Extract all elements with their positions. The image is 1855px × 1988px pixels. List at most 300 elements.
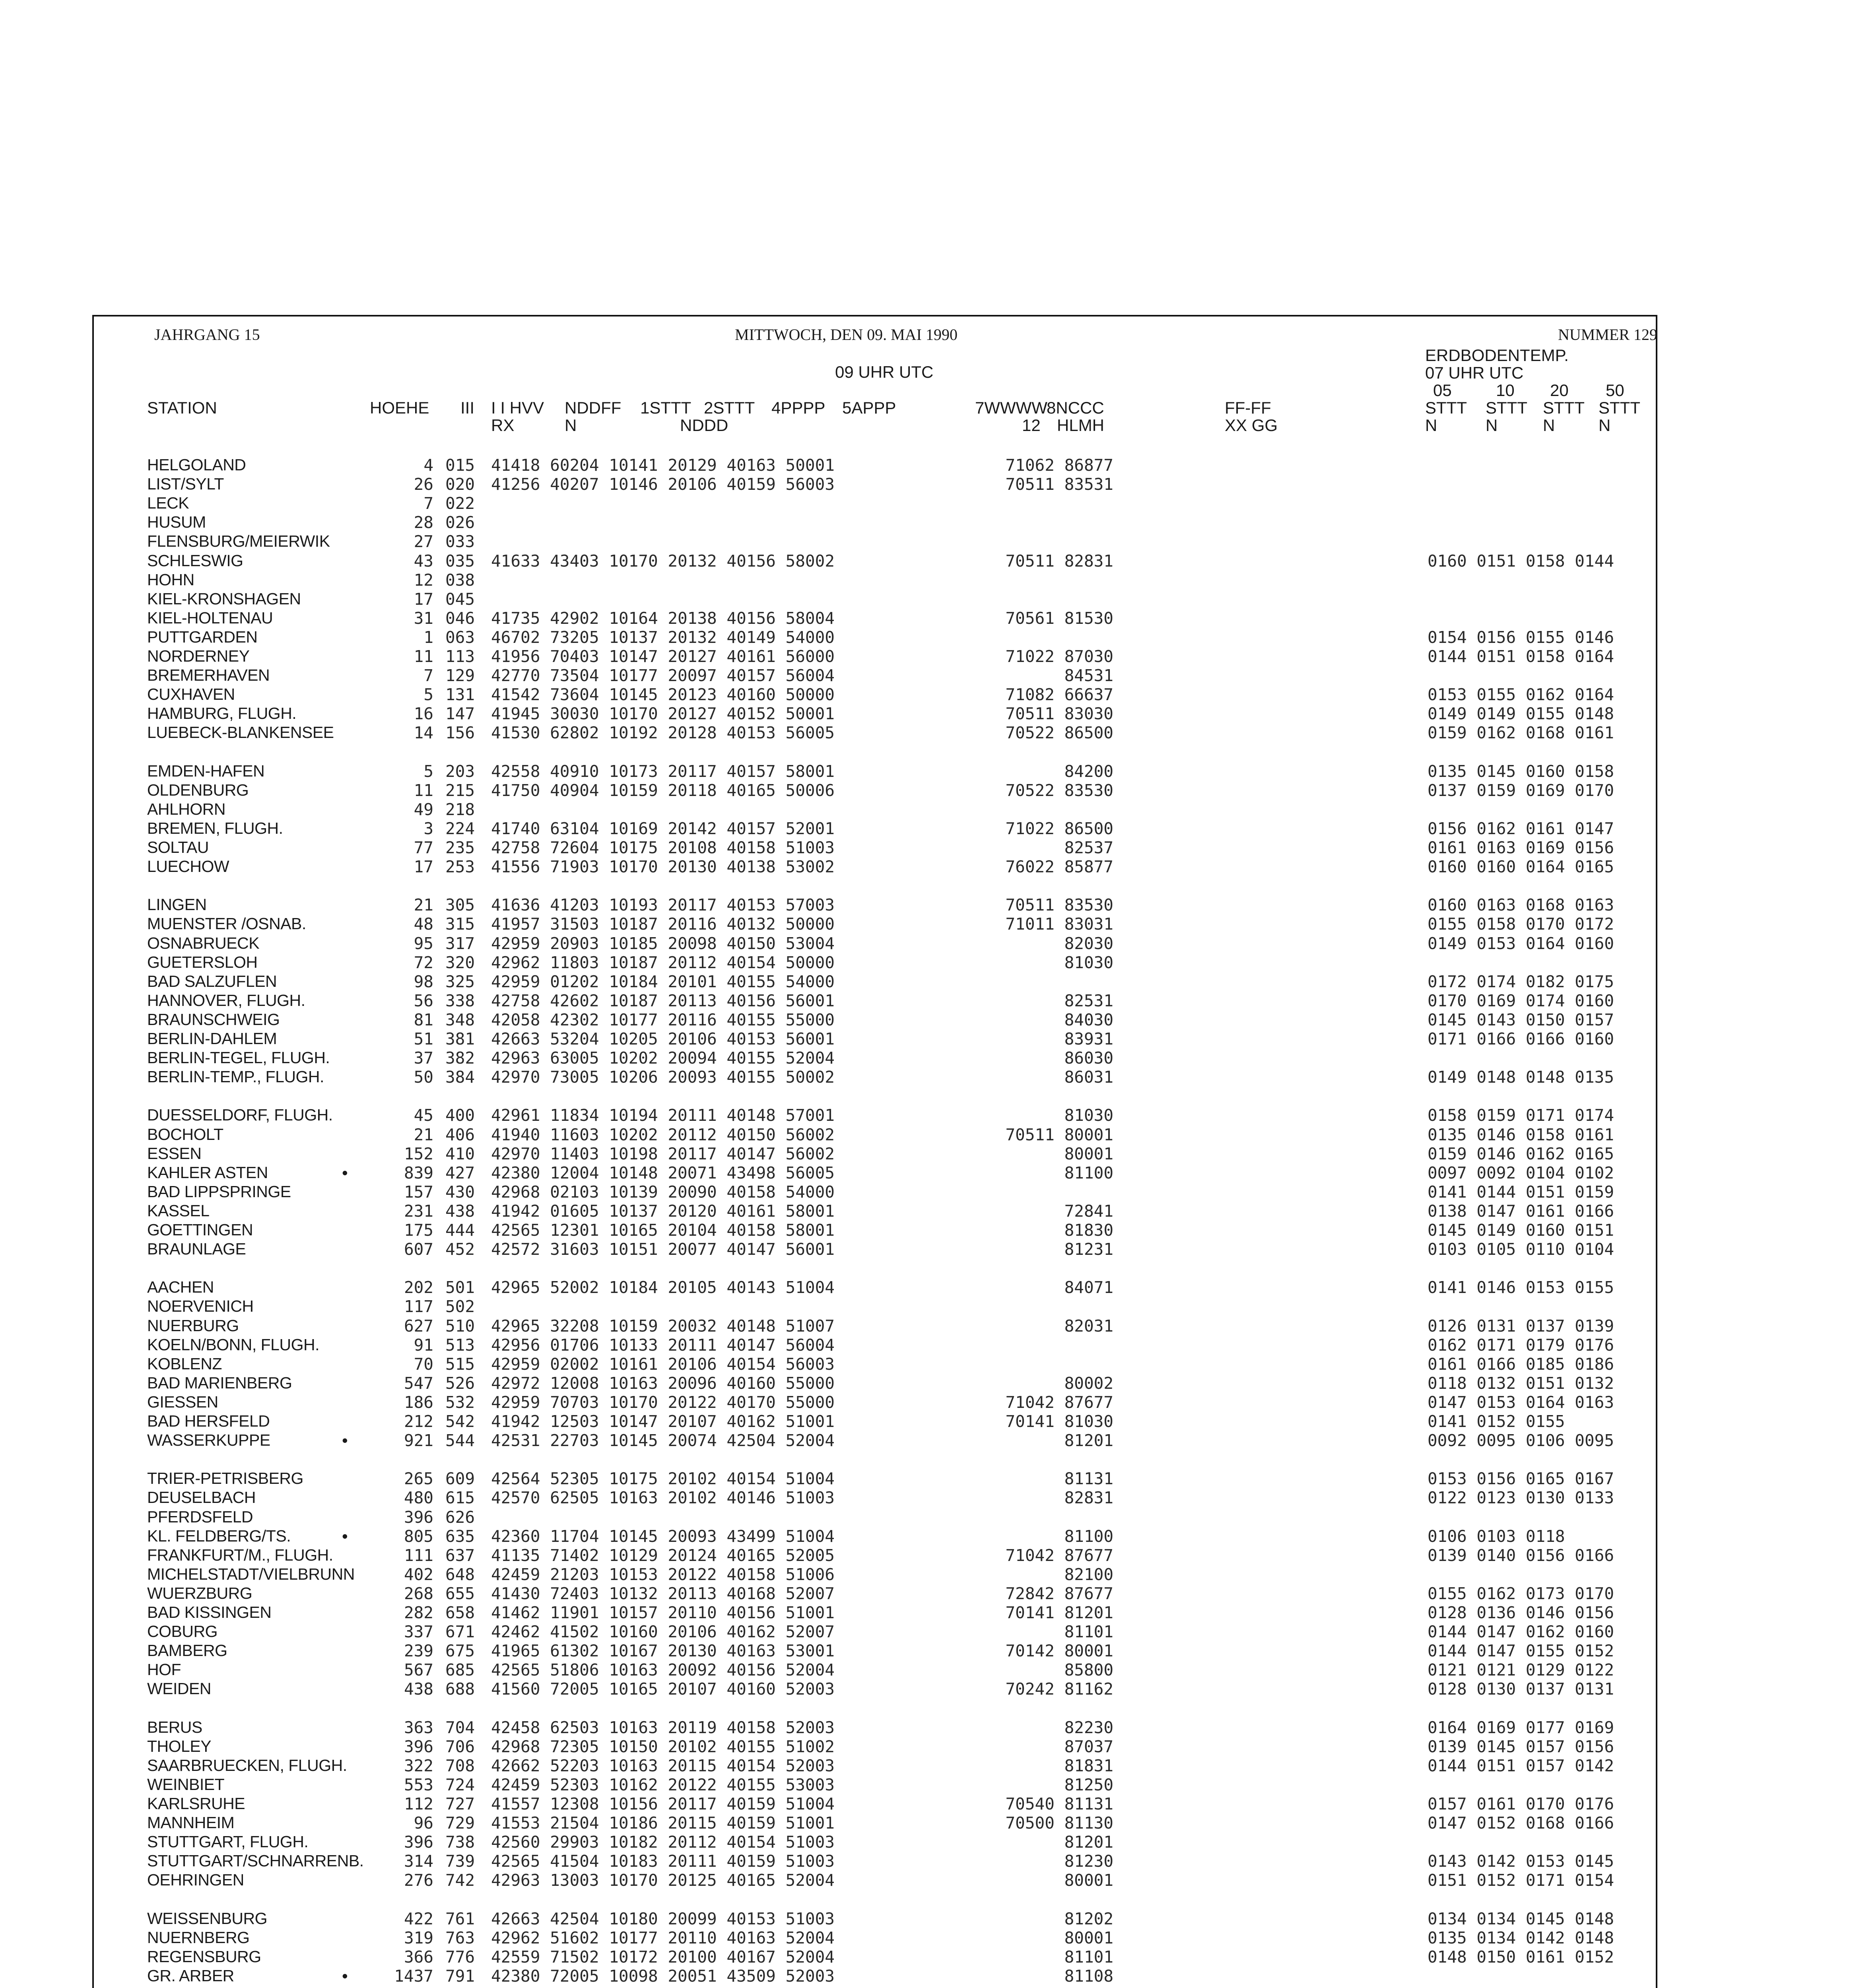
weather-groups: 71042 87677 xyxy=(1005,1545,1113,1565)
synop-groups: 42565 41504 10183 20111 40159 51003 xyxy=(491,1852,835,1871)
synop-groups: 41957 31503 10187 20116 40132 50000 xyxy=(491,914,835,934)
stt-10: STTT xyxy=(1486,398,1527,417)
station-number: 410 xyxy=(445,1144,475,1163)
weather-groups: 71011 83031 xyxy=(1005,914,1113,934)
weather-groups: 81100 xyxy=(1064,1526,1113,1546)
station-number: 015 xyxy=(445,456,475,475)
weather-groups: 80001 xyxy=(1064,1871,1113,1890)
col-station: STATION xyxy=(147,398,217,417)
station-name: KOBLENZ xyxy=(147,1354,222,1373)
table-row xyxy=(0,1813,1855,1833)
soil-temps: 0157 0161 0170 0176 xyxy=(1428,1794,1614,1813)
soil-temps: 0161 0166 0185 0186 xyxy=(1428,1354,1614,1374)
weather-groups: 80001 xyxy=(1064,1144,1113,1163)
soil-temps: 0134 0134 0145 0148 xyxy=(1428,1909,1614,1928)
station-height: 37 xyxy=(414,1048,433,1068)
station-height: 112 xyxy=(404,1794,433,1813)
station-number: 400 xyxy=(445,1106,475,1125)
station-number: 438 xyxy=(445,1201,475,1221)
soil-temps: 0128 0130 0137 0131 xyxy=(1428,1679,1614,1699)
soil-temps: 0153 0156 0165 0167 xyxy=(1428,1469,1614,1489)
weather-groups: 70511 83530 xyxy=(1005,895,1113,915)
synop-groups: 41942 12503 10147 20107 40162 51001 xyxy=(491,1412,835,1431)
station-name: BRAUNLAGE xyxy=(147,1240,246,1258)
station-name: WEINBIET xyxy=(147,1775,225,1794)
station-name: KARLSRUHE xyxy=(147,1794,245,1813)
weather-groups: 70540 81131 xyxy=(1005,1794,1113,1813)
weather-groups: 81101 xyxy=(1064,1947,1113,1967)
weather-groups: 82537 xyxy=(1064,838,1113,857)
synop-groups: 42959 20903 10185 20098 40150 53004 xyxy=(491,934,835,953)
station-height: 268 xyxy=(404,1584,433,1603)
nn-50: N xyxy=(1599,416,1611,435)
station-name: STUTTGART, FLUGH. xyxy=(147,1833,309,1851)
synop-groups: 42559 71502 10172 20100 40167 52004 xyxy=(491,1947,835,1967)
station-height: 26 xyxy=(414,475,433,494)
jahrgang-label: JAHRGANG 15 xyxy=(154,326,260,344)
station-number: 046 xyxy=(445,608,475,628)
weather-groups: 71022 87030 xyxy=(1005,647,1113,666)
stt-05: STTT xyxy=(1425,398,1467,417)
station-height: 322 xyxy=(404,1756,433,1775)
station-height: 157 xyxy=(404,1182,433,1202)
station-number: 430 xyxy=(445,1182,475,1202)
table-row xyxy=(0,1316,1855,1336)
table-row xyxy=(0,1431,1855,1448)
station-name: LECK xyxy=(147,494,189,513)
weather-groups: 82100 xyxy=(1064,1565,1113,1584)
synop-groups: 42956 01706 10133 20111 40147 56004 xyxy=(491,1335,835,1355)
station-height: 51 xyxy=(414,1029,433,1048)
station-name: WUERZBURG xyxy=(147,1584,253,1602)
station-height: 11 xyxy=(414,780,433,800)
synop-groups: 42459 52303 10162 20122 40155 53003 xyxy=(491,1775,835,1794)
table-row xyxy=(0,685,1855,705)
station-name: MANNHEIM xyxy=(147,1813,235,1832)
weather-groups: 70511 82831 xyxy=(1005,551,1113,571)
station-height: 1437 xyxy=(394,1966,433,1986)
depth-05: 05 xyxy=(1433,381,1452,400)
station-height: 117 xyxy=(404,1297,433,1316)
mountain-marker: • xyxy=(342,1526,348,1545)
station-name: ESSEN xyxy=(147,1144,202,1163)
station-height: 152 xyxy=(404,1144,433,1163)
synop-groups: 42970 11403 10198 20117 40147 56002 xyxy=(491,1144,835,1163)
synop-groups: 42959 01202 10184 20101 40155 54000 xyxy=(491,972,835,991)
station-height: 17 xyxy=(414,589,433,609)
station-name: AACHEN xyxy=(147,1278,214,1297)
station-height: 50 xyxy=(414,1068,433,1087)
station-number: 305 xyxy=(445,895,475,915)
table-row xyxy=(0,1278,1855,1295)
soil-temps: 0149 0148 0148 0135 xyxy=(1428,1068,1614,1087)
synop-groups: 42558 40910 10173 20117 40157 58001 xyxy=(491,761,835,781)
station-name: FRANKFURT/M., FLUGH. xyxy=(147,1545,333,1564)
station-name: BRAUNSCHWEIG xyxy=(147,1010,280,1029)
station-name: LINGEN xyxy=(147,895,207,914)
station-height: 49 xyxy=(414,800,433,819)
station-height: 5 xyxy=(423,761,433,781)
station-number: 444 xyxy=(445,1221,475,1240)
col-12: 12 xyxy=(1022,416,1041,435)
station-number: 129 xyxy=(445,666,475,685)
station-number: 615 xyxy=(445,1488,475,1508)
obs-time: 09 UHR UTC xyxy=(835,363,934,381)
station-name: HANNOVER, FLUGH. xyxy=(147,991,305,1010)
table-row xyxy=(0,819,1855,836)
weather-groups: 81831 xyxy=(1064,1756,1113,1775)
table-row xyxy=(0,1718,1855,1735)
col-ff-ff: FF-FF xyxy=(1225,398,1271,417)
weather-groups: 81830 xyxy=(1064,1221,1113,1240)
station-height: 98 xyxy=(414,972,433,991)
station-height: 186 xyxy=(404,1392,433,1412)
table-row xyxy=(0,1297,1855,1314)
col-n: N xyxy=(565,416,577,435)
table-row xyxy=(0,1392,1855,1412)
synop-groups: 41965 61302 10167 20130 40163 53001 xyxy=(491,1641,835,1661)
table-row xyxy=(0,1526,1855,1546)
table-row xyxy=(0,1603,1855,1620)
depth-50: 50 xyxy=(1606,381,1624,400)
station-name: BAD SALZUFLEN xyxy=(147,972,277,990)
table-row xyxy=(0,1507,1855,1527)
weather-groups: 71062 86877 xyxy=(1005,456,1113,475)
soil-temps: 0118 0132 0151 0132 xyxy=(1428,1373,1614,1393)
station-number: 685 xyxy=(445,1660,475,1680)
table-row xyxy=(0,456,1855,475)
table-row xyxy=(0,1488,1855,1508)
station-height: 95 xyxy=(414,934,433,953)
table-row xyxy=(0,494,1855,511)
synop-groups: 42380 12004 10148 20071 43498 56005 xyxy=(491,1163,835,1182)
table-row xyxy=(0,1125,1855,1142)
table-row xyxy=(0,1737,1855,1754)
soil-temps: 0160 0160 0164 0165 xyxy=(1428,857,1614,877)
synop-groups: 41560 72005 10165 20107 40160 52003 xyxy=(491,1679,835,1699)
station-height: 239 xyxy=(404,1641,433,1661)
station-name: WEIDEN xyxy=(147,1679,211,1698)
station-number: 510 xyxy=(445,1316,475,1336)
synop-groups: 42965 52002 10184 20105 40143 51004 xyxy=(491,1278,835,1297)
station-height: 547 xyxy=(404,1373,433,1393)
weather-groups: 72842 87677 xyxy=(1005,1584,1113,1603)
synop-groups: 42758 42602 10187 20113 40156 56001 xyxy=(491,991,835,1010)
synop-groups: 46702 73205 10137 20132 40149 54000 xyxy=(491,627,835,647)
station-height: 366 xyxy=(404,1947,433,1967)
station-height: 921 xyxy=(404,1431,433,1450)
weather-groups: 84531 xyxy=(1064,666,1113,685)
station-number: 637 xyxy=(445,1545,475,1565)
station-number: 020 xyxy=(445,475,475,494)
station-number: 452 xyxy=(445,1240,475,1259)
station-name: BAD KISSINGEN xyxy=(147,1603,272,1621)
table-row xyxy=(0,1546,1855,1563)
weather-groups: 70142 80001 xyxy=(1005,1641,1113,1661)
station-number: 113 xyxy=(445,647,475,666)
station-name: THOLEY xyxy=(147,1737,212,1755)
weather-groups: 70511 83030 xyxy=(1005,704,1113,724)
depth-10: 10 xyxy=(1496,381,1515,400)
station-number: 253 xyxy=(445,857,475,877)
weather-groups: 81030 xyxy=(1064,953,1113,972)
station-name: BAD LIPPSPRINGE xyxy=(147,1182,291,1201)
station-number: 038 xyxy=(445,570,475,590)
station-number: 729 xyxy=(445,1813,475,1833)
station-height: 212 xyxy=(404,1412,433,1431)
weather-groups: 81108 xyxy=(1064,1966,1113,1986)
station-name: TRIER-PETRISBERG xyxy=(147,1469,303,1488)
station-name: BERUS xyxy=(147,1718,202,1736)
synop-groups: 42572 31603 10151 20077 40147 56001 xyxy=(491,1240,835,1259)
station-name: BAD HERSFELD xyxy=(147,1412,270,1430)
mountain-marker: • xyxy=(342,1431,348,1450)
synop-groups: 42662 52203 10163 20115 40154 52003 xyxy=(491,1756,835,1775)
synop-groups: 42531 22703 10145 20074 42504 52004 xyxy=(491,1431,835,1450)
col-nddff: NDDFF xyxy=(565,398,622,417)
station-number: 671 xyxy=(445,1622,475,1642)
table-row xyxy=(0,666,1855,683)
soil-temps: 0137 0159 0169 0170 xyxy=(1428,780,1614,800)
station-name: BERLIN-DAHLEM xyxy=(147,1029,277,1048)
station-height: 11 xyxy=(414,647,433,666)
station-height: 45 xyxy=(414,1106,433,1125)
station-number: 033 xyxy=(445,532,475,551)
station-number: 022 xyxy=(445,494,475,513)
station-height: 363 xyxy=(404,1718,433,1737)
station-height: 231 xyxy=(404,1201,433,1221)
station-height: 17 xyxy=(414,857,433,877)
station-height: 3 xyxy=(423,819,433,838)
table-row xyxy=(0,1928,1855,1945)
station-name: SAARBRUECKEN, FLUGH. xyxy=(147,1756,347,1774)
table-row xyxy=(0,1335,1855,1355)
synop-groups: 42058 42302 10177 20116 40155 55000 xyxy=(491,1010,835,1029)
weather-groups: 71022 86500 xyxy=(1005,819,1113,838)
table-row xyxy=(0,1679,1855,1699)
col-8nccc: 8NCCC xyxy=(1047,398,1104,417)
weather-groups: 81201 xyxy=(1064,1833,1113,1852)
weather-groups: 87037 xyxy=(1064,1737,1113,1756)
station-name: LUECHOW xyxy=(147,857,229,876)
station-height: 43 xyxy=(414,551,433,571)
station-name: OLDENBURG xyxy=(147,780,249,799)
synop-groups: 42968 72305 10150 20102 40155 51002 xyxy=(491,1737,835,1756)
station-number: 532 xyxy=(445,1392,475,1412)
weather-groups: 70511 83531 xyxy=(1005,475,1113,494)
table-row xyxy=(0,1565,1855,1582)
station-number: 427 xyxy=(445,1163,475,1182)
synop-groups: 41256 40207 10146 20106 40159 56003 xyxy=(491,475,835,494)
station-name: COBURG xyxy=(147,1622,218,1641)
table-row xyxy=(0,857,1855,877)
soil-temps: 0160 0163 0168 0163 xyxy=(1428,895,1614,915)
soil-temps: 0171 0166 0166 0160 xyxy=(1428,1029,1614,1048)
station-name: DUESSELDORF, FLUGH. xyxy=(147,1106,333,1124)
weather-groups: 84200 xyxy=(1064,761,1113,781)
soil-temps: 0141 0144 0151 0159 xyxy=(1428,1182,1614,1202)
station-number: 235 xyxy=(445,838,475,857)
soil-temps: 0170 0169 0174 0160 xyxy=(1428,991,1614,1010)
station-number: 502 xyxy=(445,1297,475,1316)
soil-temps: 0121 0121 0129 0122 xyxy=(1428,1660,1614,1680)
synop-groups: 42459 21203 10153 20122 40158 51006 xyxy=(491,1565,835,1584)
station-height: 21 xyxy=(414,895,433,915)
table-row xyxy=(0,1947,1855,1967)
soil-temps: 0106 0103 0118 xyxy=(1428,1526,1565,1546)
col-ihvv: I I HVV xyxy=(491,398,544,417)
table-row xyxy=(0,1163,1855,1180)
station-number: 156 xyxy=(445,723,475,743)
station-height: 72 xyxy=(414,953,433,972)
weather-groups: 81030 xyxy=(1064,1106,1113,1125)
table-row xyxy=(0,1221,1855,1240)
weather-groups: 71042 87677 xyxy=(1005,1392,1113,1412)
table-row xyxy=(0,723,1855,743)
station-height: 96 xyxy=(414,1813,433,1833)
station-height: 337 xyxy=(404,1622,433,1642)
weather-groups: 70500 81130 xyxy=(1005,1813,1113,1833)
weather-groups: 82831 xyxy=(1064,1488,1113,1508)
station-name: HELGOLAND xyxy=(147,456,246,474)
synop-groups: 42570 62505 10163 20102 40146 51003 xyxy=(491,1488,835,1508)
table-row xyxy=(0,1794,1855,1811)
station-height: 81 xyxy=(414,1010,433,1029)
station-number: 724 xyxy=(445,1775,475,1794)
table-row xyxy=(0,1871,1855,1890)
synop-groups: 41542 73604 10145 20123 40160 50000 xyxy=(491,685,835,705)
weather-groups: 70522 83530 xyxy=(1005,780,1113,800)
col-2sttt: 2STTT xyxy=(704,398,755,417)
soil-temps: 0139 0145 0157 0156 xyxy=(1428,1737,1614,1756)
synop-groups: 41418 60204 10141 20129 40163 50001 xyxy=(491,456,835,475)
synop-groups: 41557 12308 10156 20117 40159 51004 xyxy=(491,1794,835,1813)
synop-groups: 41553 21504 10186 20115 40159 51001 xyxy=(491,1813,835,1833)
station-number: 317 xyxy=(445,934,475,953)
synop-groups: 42972 12008 10163 20096 40160 55000 xyxy=(491,1373,835,1393)
table-row xyxy=(0,589,1855,609)
table-row xyxy=(0,991,1855,1008)
synop-groups: 42770 73504 10177 20097 40157 56004 xyxy=(491,666,835,685)
station-number: 203 xyxy=(445,761,475,781)
weather-groups: 83931 xyxy=(1064,1029,1113,1048)
station-name: DEUSELBACH xyxy=(147,1488,256,1507)
col-7wwww: 7WWWW xyxy=(975,398,1047,417)
table-row xyxy=(0,1584,1855,1601)
table-row xyxy=(0,1354,1855,1374)
station-number: 026 xyxy=(445,513,475,532)
soil-temps: 0147 0153 0164 0163 xyxy=(1428,1392,1614,1412)
station-number: 763 xyxy=(445,1928,475,1947)
soil-temps: 0159 0146 0162 0165 xyxy=(1428,1144,1614,1163)
table-row xyxy=(0,800,1855,817)
station-number: 761 xyxy=(445,1909,475,1928)
col-rx: RX xyxy=(491,416,515,435)
soil-temps: 0155 0158 0170 0172 xyxy=(1428,914,1614,934)
synop-groups: 42962 51602 10177 20110 40163 52004 xyxy=(491,1928,835,1947)
station-number: 515 xyxy=(445,1354,475,1374)
station-name: HOHN xyxy=(147,570,194,589)
station-number: 218 xyxy=(445,800,475,819)
weather-groups: 85800 xyxy=(1064,1660,1113,1680)
soil-temp-title: ERDBODENTEMP. xyxy=(1425,346,1569,365)
issue-number: NUMMER 129 xyxy=(1558,326,1658,344)
station-number: 325 xyxy=(445,972,475,991)
synop-groups: 41740 63104 10169 20142 40157 52001 xyxy=(491,819,835,838)
soil-temps: 0092 0095 0106 0095 xyxy=(1428,1431,1614,1450)
soil-temps: 0143 0142 0153 0145 xyxy=(1428,1852,1614,1871)
nn-20: N xyxy=(1543,416,1555,435)
station-name: STUTTGART/SCHNARRENB. xyxy=(147,1852,364,1870)
stt-20: STTT xyxy=(1543,398,1585,417)
synop-groups: 42758 72604 10175 20108 40158 51003 xyxy=(491,838,835,857)
station-height: 77 xyxy=(414,838,433,857)
station-height: 31 xyxy=(414,608,433,628)
station-height: 314 xyxy=(404,1852,433,1871)
weather-groups: 70511 80001 xyxy=(1005,1125,1113,1144)
station-name: SOLTAU xyxy=(147,838,209,856)
station-height: 175 xyxy=(404,1221,433,1240)
soil-temps: 0153 0155 0162 0164 xyxy=(1428,685,1614,705)
table-row xyxy=(0,1833,1855,1852)
station-number: 045 xyxy=(445,589,475,609)
station-number: 035 xyxy=(445,551,475,571)
station-name: HAMBURG, FLUGH. xyxy=(147,704,297,723)
table-row xyxy=(0,1852,1855,1871)
station-name: HUSUM xyxy=(147,513,206,532)
station-number: 655 xyxy=(445,1584,475,1603)
col-4pppp: 4PPPP xyxy=(771,398,826,417)
soil-temps: 0172 0174 0182 0175 xyxy=(1428,972,1614,991)
station-name: SCHLESWIG xyxy=(147,551,243,570)
table-row xyxy=(0,1240,1855,1259)
table-row xyxy=(0,1182,1855,1202)
soil-temps: 0135 0145 0160 0158 xyxy=(1428,761,1614,781)
col-hlmh: HLMH xyxy=(1057,416,1105,435)
col-nddd: NDDD xyxy=(680,416,728,435)
synop-groups: 42962 11803 10187 20112 40154 50000 xyxy=(491,953,835,972)
station-number: 658 xyxy=(445,1603,475,1622)
station-height: 27 xyxy=(414,532,433,551)
weather-groups: 86031 xyxy=(1064,1068,1113,1087)
soil-temps: 0144 0147 0155 0152 xyxy=(1428,1641,1614,1661)
synop-groups: 42959 70703 10170 20122 40170 55000 xyxy=(491,1392,835,1412)
station-height: 839 xyxy=(404,1163,433,1182)
station-name: PFERDSFELD xyxy=(147,1507,253,1526)
synop-groups: 42663 53204 10205 20106 40153 56001 xyxy=(491,1029,835,1048)
table-row xyxy=(0,1966,1855,1986)
station-height: 16 xyxy=(414,704,433,724)
table-row xyxy=(0,838,1855,855)
col-hoehe: HOEHE xyxy=(370,398,429,417)
station-height: 276 xyxy=(404,1871,433,1890)
station-name: KIEL-HOLTENAU xyxy=(147,608,273,627)
station-height: 438 xyxy=(404,1679,433,1699)
station-number: 739 xyxy=(445,1852,475,1871)
weather-groups: 81100 xyxy=(1064,1163,1113,1182)
soil-temps: 0145 0143 0150 0157 xyxy=(1428,1010,1614,1029)
weather-groups: 70242 81162 xyxy=(1005,1679,1113,1699)
station-height: 480 xyxy=(404,1488,433,1508)
station-height: 1 xyxy=(423,627,433,647)
station-number: 704 xyxy=(445,1718,475,1737)
soil-temps: 0149 0153 0164 0160 xyxy=(1428,934,1614,953)
soil-temps: 0145 0149 0160 0151 xyxy=(1428,1221,1614,1240)
table-row xyxy=(0,513,1855,530)
weather-groups: 86030 xyxy=(1064,1048,1113,1068)
synop-groups: 42968 02103 10139 20090 40158 54000 xyxy=(491,1182,835,1202)
station-height: 48 xyxy=(414,914,433,934)
